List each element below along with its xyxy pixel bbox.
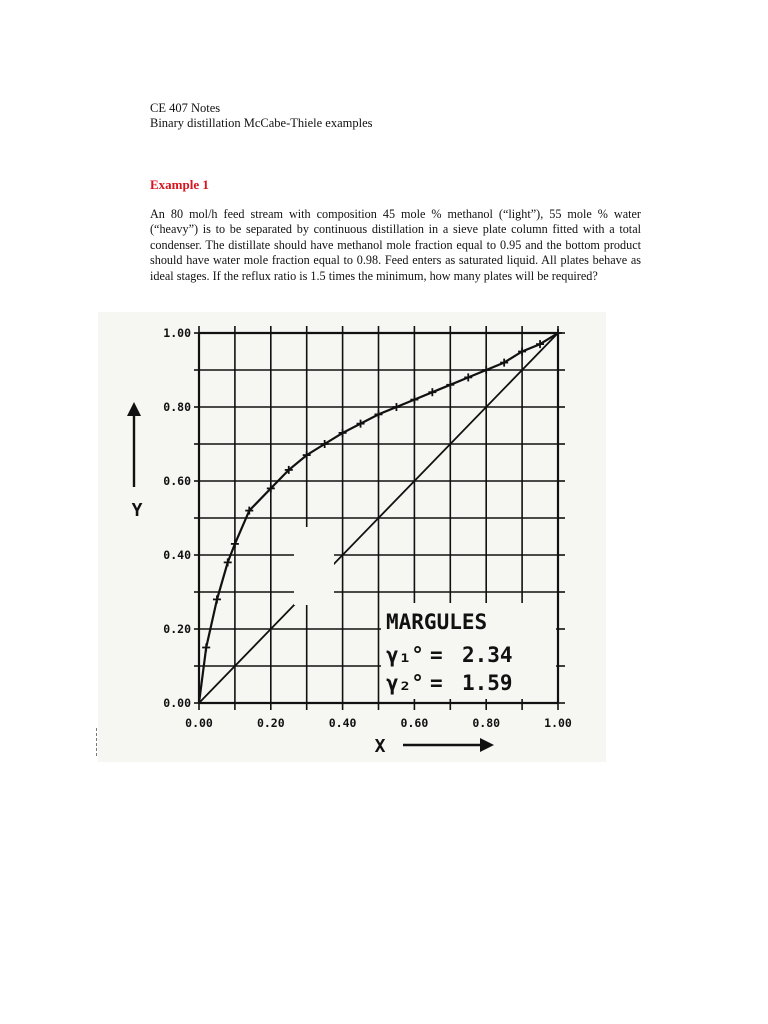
course-title: CE 407 Notes <box>150 101 221 115</box>
example-title: Example 1 <box>150 177 209 192</box>
gamma1-label: γ₁° <box>386 643 424 667</box>
annotation-model: MARGULES <box>386 610 488 634</box>
gamma1-equals: = <box>430 643 443 667</box>
x-tick-label: 0.40 <box>328 716 357 730</box>
x-tick-label: 0.00 <box>185 716 213 730</box>
y-axis-arrow-head <box>127 402 141 416</box>
y-tick-label: 0.80 <box>163 400 191 414</box>
gamma1-value: 2.34 <box>462 643 513 667</box>
x-tick-label: 1.00 <box>544 716 572 730</box>
notes-header <box>150 101 373 131</box>
margin-mark <box>96 728 99 756</box>
y-tick-label: 0.00 <box>163 696 191 710</box>
x-tick-label: 0.80 <box>472 716 501 730</box>
y-tick-label: 0.40 <box>163 548 191 562</box>
y-tick-label: 1.00 <box>163 326 191 340</box>
equilibrium-chart <box>98 312 606 762</box>
x-axis-arrow-head <box>480 738 494 752</box>
gamma2-label: γ₂° <box>386 671 424 695</box>
x-tick-label: 0.60 <box>400 716 429 730</box>
x-axis-label: X <box>374 736 386 757</box>
chart-svg <box>98 312 606 762</box>
problem-statement: An 80 mol/h feed stream with composition 45 mole % methanol (“light”), 55 mole % water (“heavy”) is to be separated by continuous distillation in a sieve plate column fitted with a total condenser. The distillate should have methanol mole fraction equal to 0.95 and the bottom product should have water mole fraction equal to 0.98. Feed enters as saturated liquid. All plates behave as ideal stages. If the reflux ratio is 1.5 times the minimum, how many plates will be required? <box>150 207 641 283</box>
y-axis-label: Y <box>131 500 143 521</box>
margules-annotation <box>381 603 556 699</box>
scan-blemish <box>294 527 334 605</box>
gamma2-value: 1.59 <box>462 671 513 695</box>
y-tick-label: 0.20 <box>163 622 191 636</box>
gamma2-equals: = <box>430 671 443 695</box>
x-tick-label: 0.20 <box>256 716 285 730</box>
y-tick-label: 0.60 <box>163 474 191 488</box>
topic-subtitle: Binary distillation McCabe-Thiele examples <box>150 116 373 130</box>
